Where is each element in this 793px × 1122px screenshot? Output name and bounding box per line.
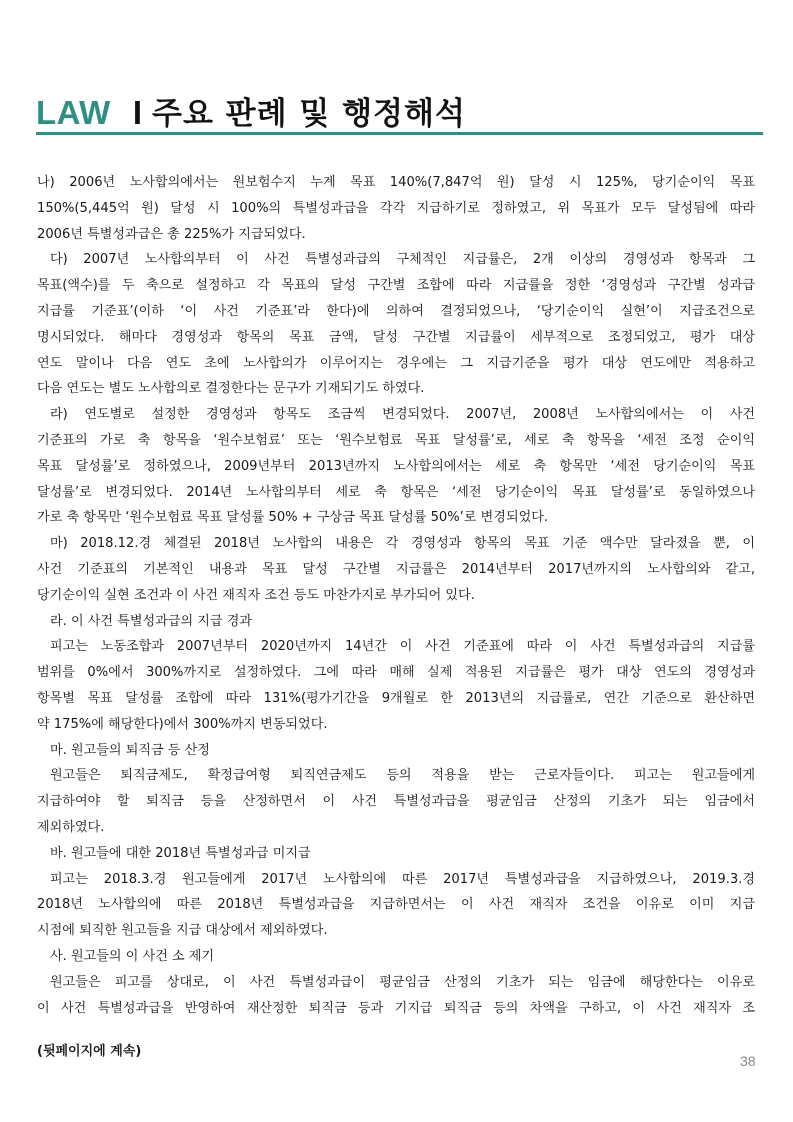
text-line: 명시되었다. 해마다 경영성과 항목의 목표 금액, 달성 구간별 지급률이 세부적으로 조정되었고, 평가 대상 [37, 329, 755, 345]
text-line: 2006년 특별성과급은 총 225%가 지급되었다. [37, 226, 306, 242]
section-heading: 라. 이 사건 특별성과급의 지급 경과 [50, 613, 253, 629]
text-line: 가로 축 항목만 ‘원수보험료 목표 달성률 50% + 구상금 목표 달성률 50%’로 변경되었다. [37, 510, 549, 526]
text-line: 다) 2007년 노사합의부터 이 사건 특별성과급의 구체적인 지급률은, 2개 이상의 경영성과 항목과 그 [50, 252, 755, 268]
text-line: 피고는 노동조합과 2007년부터 2020년까지 14년간 이 사건 기준표에 따라 이 사건 특별성과급의 지급률 [50, 639, 755, 655]
text-line: 지급하여야 할 퇴직금 등을 산정하면서 이 사건 특별성과급을 평균임금 산정의 기초가 되는 임금에서 [37, 794, 755, 810]
text-line: 달성률’로 변경되었다. 2014년 노사합의부터 세로 축 항목은 ‘세전 당기순이익 목표 달성률’로 동일하였으나 [37, 484, 755, 500]
text-line: 목표(액수)를 두 축으로 설정하고 각 목표의 달성 구간별 조합에 따라 지급률을 정한 ‘경영성과 구간별 성과급 [37, 278, 755, 294]
page-title: 주요 판례 및 행정해석 [152, 96, 466, 132]
text-line: 사건 기준표의 기본적인 내용과 목표 달성 구간별 지급률은 2014년부터 2017년까지의 노사합의와 같고, [37, 561, 755, 577]
section-heading: 사. 원고들의 이 사건 소 제기 [50, 948, 215, 964]
text-line: 150%(5,445억 원) 달성 시 100%의 특별성과급을 각각 지급하기로 정하였고, 위 목표가 모두 달성됨에 따라 [37, 200, 755, 216]
text-line: 마) 2018.12.경 체결된 2018년 노사합의 내용은 각 경영성과 항목의 목표 기준 액수만 달라졌을 뿐, 이 [50, 536, 755, 552]
text-line: 다음 연도는 별도 노사합의로 결정한다는 문구가 기재되기도 하였다. [37, 381, 425, 397]
section-heading: 마. 원고들의 퇴직금 등 산정 [50, 742, 210, 758]
text-line: 목표 달성률’로 정하였으나, 2009년부터 2013년까지 노사합의에서는 세로 축 항목만 ‘세전 당기순이익 목표 [37, 458, 755, 474]
text-line: 2018년 노사합의에 따른 2018년 특별성과급을 지급하면서는 이 사건 재직자 조건을 이유로 이미 지급 [37, 897, 755, 913]
text-line: 나) 2006년 노사합의에서는 원보험수지 누계 목표 140%(7,847억 원) 달성 시 125%, 당기순이익 목표 [37, 175, 755, 190]
text-line: 라) 연도별로 설정한 경영성과 항목도 조금씩 변경되었다. 2007년, 2008년 노사합의에서는 이 사건 [50, 407, 755, 423]
body-text [37, 170, 755, 1021]
text-line: 원고들은 퇴직금제도, 확정급여형 퇴직연금제도 등의 적용을 받는 근로자들이다. 피고는 원고들에게 [50, 768, 755, 784]
section-marker: I [132, 94, 142, 131]
text-line: 지급률 기준표’(이하 ‘이 사건 기준표’라 한다)에 의하여 결정되었으나, ‘당기순이익 실현’이 지급조건으로 [37, 303, 755, 319]
text-line: 원고들은 피고를 상대로, 이 사건 특별성과급이 평균임금 산정의 기초가 되는 임금에 해당한다는 이유로 [50, 974, 755, 990]
header-rule [36, 132, 763, 135]
text-line: 시점에 퇴직한 원고들을 지급 대상에서 제외하였다. [37, 923, 328, 939]
text-line: 피고는 2018.3.경 원고들에게 2017년 노사합의에 따른 2017년 특별성과급을 지급하였으나, 2019.3.경 [50, 871, 755, 887]
text-line: 약 175%에 해당한다)에서 300%까지 변동되었다. [37, 716, 328, 732]
text-line: 기준표의 가로 축 항목을 ‘원수보험료’ 또는 ‘원수보험료 목표 달성률’로, 세로 축 항목을 ‘세전 조정 순이익 [37, 432, 755, 448]
page-header [36, 88, 466, 133]
law-label: LAW [36, 94, 111, 131]
text-line: 당기순이익 실현 조건과 이 사건 재직자 조건 등도 마찬가지로 부가되어 있다. [37, 587, 475, 603]
text-line: 이 사건 특별성과급을 반영하여 재산정한 퇴직금 등과 기지급 퇴직금 등의 차액을 구하고, 이 사건 재직자 조 [37, 1000, 755, 1016]
text-line: 항목별 목표 달성률 조합에 따라 131%(평가기간을 9개월로 한 2013년의 지급률로, 연간 기준으로 환산하면 [37, 690, 755, 706]
continuation-note: (뒷페이지에 계속) [37, 1044, 142, 1059]
section-heading: 바. 원고들에 대한 2018년 특별성과급 미지급 [50, 845, 311, 861]
page-number: 38 [740, 1053, 756, 1069]
text-line: 범위를 0%에서 300%까지로 설정하였다. 그에 따라 매해 실제 적용된 지급률은 평가 대상 연도의 경영성과 [37, 665, 755, 681]
text-line: 제외하였다. [37, 819, 105, 835]
text-line: 연도 말이나 다음 연도 초에 노사합의가 이루어지는 경우에는 그 지급기준을 평가 대상 연도에만 적용하고 [37, 355, 755, 371]
